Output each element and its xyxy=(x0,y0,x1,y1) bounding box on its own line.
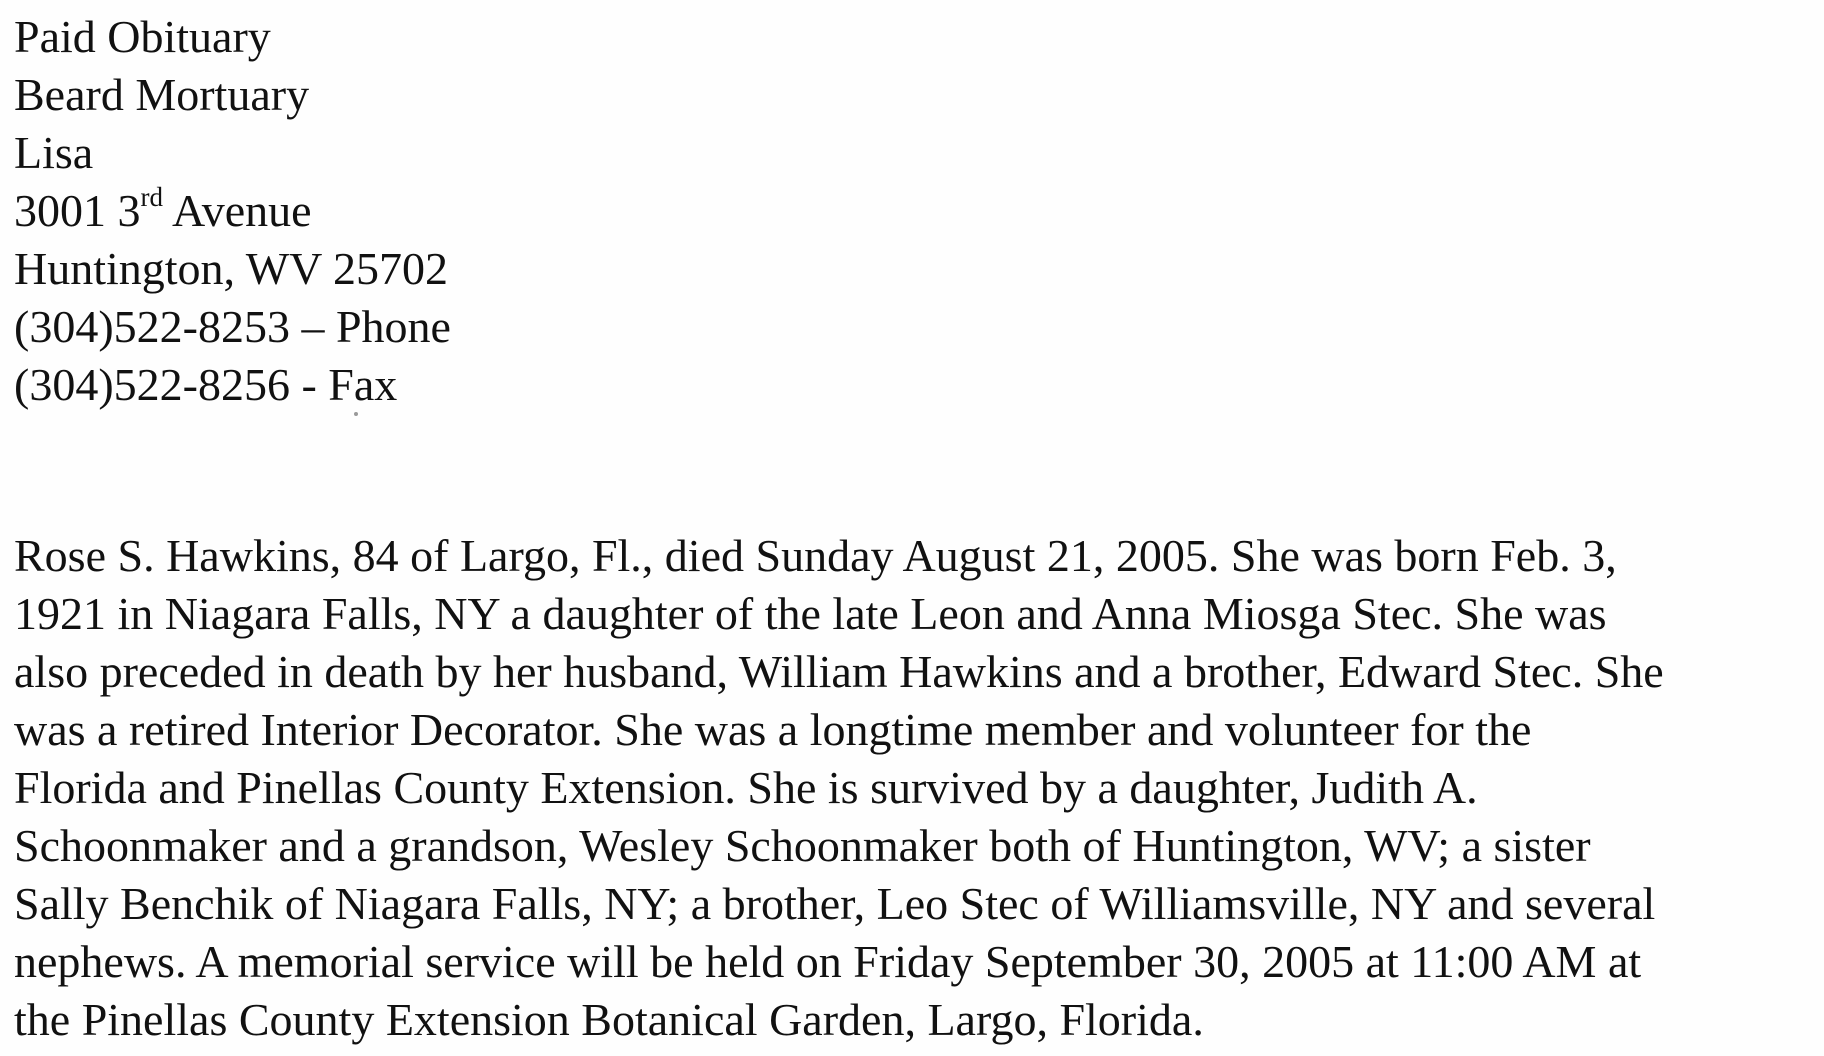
obituary-line: Rose S. Hawkins, 84 of Largo, Fl., died Sunday August 21, 2005. She was born Feb. 3, xyxy=(14,530,1617,581)
scan-speck xyxy=(354,412,358,416)
contact-name: Lisa xyxy=(14,127,94,178)
obituary-line: the Pinellas County Extension Botanical Garden, Largo, Florida. xyxy=(14,994,1204,1045)
street-address xyxy=(14,182,451,240)
fax-number: (304)522-8256 - Fax xyxy=(14,359,398,410)
obituary-line: also preceded in death by her husband, William Hawkins and a brother, Edward Stec. She xyxy=(14,646,1664,697)
obituary-line: 1921 in Niagara Falls, NY a daughter of the late Leon and Anna Miosga Stec. She was xyxy=(14,588,1607,639)
obituary-line: Sally Benchik of Niagara Falls, NY; a brother, Leo Stec of Williamsville, NY and several xyxy=(14,878,1656,929)
header-title: Paid Obituary xyxy=(14,11,271,62)
address-number: 3001 3 xyxy=(14,185,141,236)
obituary-line: was a retired Interior Decorator. She was a longtime member and volunteer for the xyxy=(14,704,1532,755)
mortuary-header xyxy=(14,8,451,414)
phone-number: (304)522-8253 – Phone xyxy=(14,301,451,352)
address-street: Avenue xyxy=(163,185,312,236)
obituary-line: Schoonmaker and a grandson, Wesley Schoonmaker both of Huntington, WV; a sister xyxy=(14,820,1591,871)
obituary-line: Florida and Pinellas County Extension. She is survived by a daughter, Judith A. xyxy=(14,762,1478,813)
mortuary-name: Beard Mortuary xyxy=(14,69,310,120)
obituary-line: nephews. A memorial service will be held on Friday September 30, 2005 at 11:00 AM at xyxy=(14,936,1642,987)
city-state-zip: Huntington, WV 25702 xyxy=(14,243,449,294)
obituary-text xyxy=(14,527,1819,1049)
address-ordinal-suffix: rd xyxy=(140,182,163,212)
